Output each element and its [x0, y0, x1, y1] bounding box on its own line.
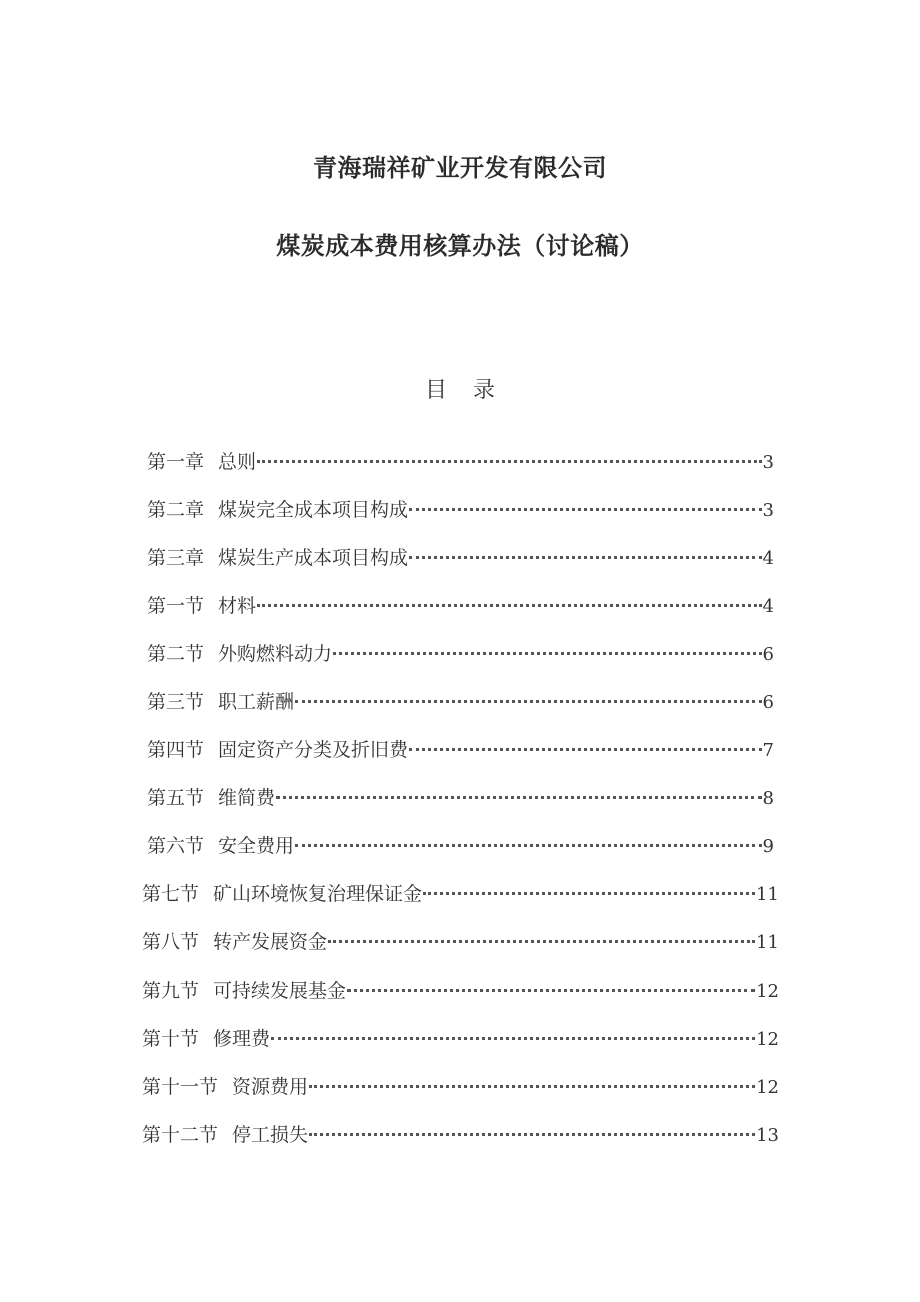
toc-entry	[142, 1072, 779, 1102]
toc-dot-leader	[271, 1036, 755, 1040]
toc-dot-leader	[295, 843, 762, 847]
company-title: 青海瑞祥矿业开发有限公司	[313, 154, 607, 182]
toc-dot-leader	[347, 988, 755, 992]
toc-dot-leader	[423, 891, 755, 895]
toc-entry-page: 4	[762, 596, 774, 617]
toc-entry	[147, 543, 774, 573]
toc-entry-number: 第二节	[147, 643, 205, 665]
toc-entry	[147, 591, 774, 621]
toc-dot-leader	[409, 507, 762, 511]
toc-entry-name: 可持续发展基金	[213, 980, 347, 1002]
toc-dot-leader	[257, 459, 762, 463]
toc-heading-right: 录	[473, 378, 496, 403]
toc-dot-leader	[295, 699, 762, 703]
toc-entry-page: 3	[762, 452, 774, 473]
toc-entry-page: 9	[762, 836, 774, 857]
toc-entry-name: 总则	[218, 451, 257, 473]
toc-entry-number: 第二章	[147, 499, 205, 521]
toc-dot-leader	[409, 747, 762, 751]
toc-entry-number: 第五节	[147, 787, 205, 809]
toc-entry-name: 修理费	[213, 1028, 271, 1050]
toc-entry-page: 11	[756, 884, 779, 905]
toc-entry-number: 第三章	[147, 547, 205, 569]
toc-entry	[147, 447, 774, 477]
toc-entry-number: 第四节	[147, 739, 205, 761]
toc-entry-number: 第十节	[142, 1028, 200, 1050]
toc-entry-name: 停工损失	[232, 1124, 309, 1146]
toc-entry-page: 8	[762, 788, 774, 809]
toc-entry	[147, 687, 774, 717]
toc-entry-page: 12	[756, 1029, 779, 1050]
toc-heading-left: 目	[424, 378, 447, 403]
toc-entry-page: 4	[762, 548, 774, 569]
toc-entry-name: 维简费	[218, 787, 276, 809]
toc-entry	[147, 783, 774, 813]
toc-dot-leader	[276, 795, 762, 799]
toc-entry-name: 矿山环境恢复治理保证金	[213, 883, 423, 905]
toc-entry	[142, 1024, 779, 1054]
toc-entry-name: 资源费用	[232, 1076, 309, 1098]
toc-dot-leader	[309, 1132, 755, 1136]
toc-entry-name: 材料	[218, 595, 257, 617]
toc-entry-number: 第一节	[147, 595, 205, 617]
toc-entry-name: 转产发展资金	[213, 931, 328, 953]
toc-entry	[147, 735, 774, 765]
toc-entry-page: 3	[762, 500, 774, 521]
toc-entry	[147, 495, 774, 525]
toc-dot-leader	[257, 603, 762, 607]
toc-entry-number: 第三节	[147, 691, 205, 713]
toc-entry-page: 6	[762, 692, 774, 713]
toc-entry	[142, 976, 779, 1006]
toc-entry	[147, 639, 774, 669]
toc-entry-name: 煤炭生产成本项目构成	[218, 547, 409, 569]
toc-entry-name: 外购燃料动力	[218, 643, 333, 665]
toc-entry-number: 第十一节	[142, 1076, 219, 1098]
toc-dot-leader	[309, 1084, 755, 1088]
toc-entry	[142, 879, 779, 909]
toc-entry	[142, 1120, 779, 1150]
toc-entry-number: 第六节	[147, 835, 205, 857]
toc-entry-number: 第七节	[142, 883, 200, 905]
toc-entry-page: 12	[756, 1077, 779, 1098]
toc-entry-name: 职工薪酬	[218, 691, 295, 713]
toc-entry-number: 第十二节	[142, 1124, 219, 1146]
toc-dot-leader	[333, 651, 762, 655]
toc-dot-leader	[328, 939, 755, 943]
toc-entry-page: 13	[756, 1125, 779, 1146]
toc-dot-leader	[409, 555, 762, 559]
toc-entry-page: 6	[762, 644, 774, 665]
toc-entry	[147, 831, 774, 861]
toc-entry-number: 第九节	[142, 980, 200, 1002]
toc-entry-number: 第一章	[147, 451, 205, 473]
toc-entry-name: 安全费用	[218, 835, 295, 857]
toc-entry-page: 7	[762, 740, 774, 761]
toc-entry-name: 固定资产分类及折旧费	[218, 739, 409, 761]
toc-entry-name: 煤炭完全成本项目构成	[218, 499, 409, 521]
document-title: 煤炭成本费用核算办法（讨论稿）	[276, 232, 644, 260]
toc-entry	[142, 927, 779, 957]
toc-entry-page: 12	[756, 981, 779, 1002]
toc-entry-page: 11	[756, 932, 779, 953]
toc-entry-number: 第八节	[142, 931, 200, 953]
